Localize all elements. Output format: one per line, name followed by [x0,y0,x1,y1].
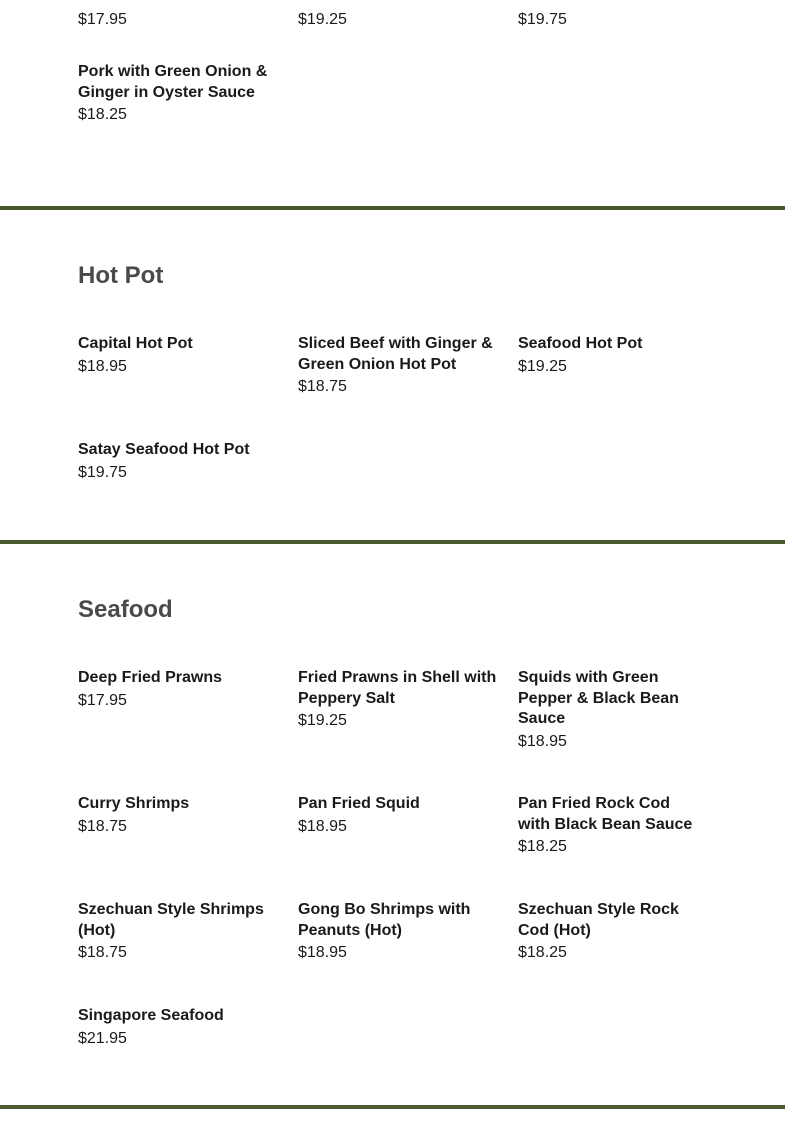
menu-item-name: Szechuan Style Rock Cod (Hot) [518,901,679,939]
menu-item[interactable] [78,334,298,440]
menu-item-price: $18.95 [298,944,347,961]
menu-item-name: Satay Seafood Hot Pot [78,441,250,458]
menu-item-price: $18.25 [78,106,127,123]
seafood-menu-grid [78,668,718,1112]
menu-item-name: Singapore Seafood [78,1007,224,1024]
menu-item-price: $17.95 [78,691,127,709]
menu-item-price: $18.75 [78,944,127,961]
section-divider [0,540,785,544]
menu-item-price: $18.95 [518,732,567,750]
menu-item-name: Pan Fried Squid [298,795,420,812]
menu-item[interactable] [78,794,298,900]
menu-item[interactable] [78,668,298,794]
menu-item[interactable] [518,900,718,1006]
menu-item-price: $21.95 [78,1029,127,1047]
menu-item-name: Capital Hot Pot [78,335,193,352]
menu-item-price: $19.25 [298,11,347,28]
menu-item-price: $18.75 [78,817,127,835]
menu-item-name: Gong Bo Shrimps with Peanuts (Hot) [298,901,471,939]
menu-item-price: $18.25 [518,838,567,855]
menu-item[interactable] [518,334,718,440]
hot-pot-menu-grid [78,334,718,546]
menu-item-name: Deep Fried Prawns [78,669,223,686]
menu-item-name: Sliced Beef with Ginger & Green Onion Hot Pot [298,335,493,373]
menu-item[interactable] [298,0,518,62]
menu-item[interactable] [298,334,518,440]
menu-item-name: Pan Fried Rock Cod with Black Bean Sauce [518,795,693,833]
menu-item[interactable] [78,440,298,546]
menu-item[interactable] [78,62,298,168]
menu-item-name: Fried Prawns in Shell with Peppery Salt [298,669,497,707]
menu-item-name: Seafood Hot Pot [518,335,643,352]
previous-section-menu-grid [78,0,718,168]
menu-item-name: Squids with Green Pepper & Black Bean Sauce [518,669,679,727]
menu-item-price: $19.75 [518,11,567,28]
menu-item[interactable] [518,668,718,794]
menu-item-name: Curry Shrimps [78,795,190,812]
menu-item[interactable] [298,794,518,900]
menu-item-price: $19.25 [518,357,567,375]
menu-item-price: $19.75 [78,463,127,481]
menu-item-name [78,0,298,8]
menu-item-price: $18.75 [298,378,347,395]
menu-item-name [298,0,518,8]
menu-item[interactable] [78,900,298,1006]
section-title-hot-pot: Hot Pot [78,262,164,289]
section-divider [0,206,785,210]
menu-item[interactable] [78,0,298,62]
section-divider [0,1105,785,1109]
menu-item-name [518,0,718,8]
menu-item-price: $19.25 [298,712,347,729]
menu-item[interactable] [78,1006,298,1112]
menu-item-name: Szechuan Style Shrimps (Hot) [78,901,264,939]
menu-item[interactable] [298,900,518,1006]
menu-item[interactable] [518,794,718,900]
menu-item[interactable] [298,668,518,794]
section-title-seafood: Seafood [78,596,173,623]
menu-item-price: $18.95 [78,357,127,375]
menu-item-price: $18.95 [298,817,347,835]
menu-item-price: $18.25 [518,944,567,961]
menu-item-name: Pork with Green Onion & Ginger in Oyster Sauce [78,63,268,101]
menu-item[interactable] [518,0,718,62]
menu-item-price: $17.95 [78,11,127,28]
